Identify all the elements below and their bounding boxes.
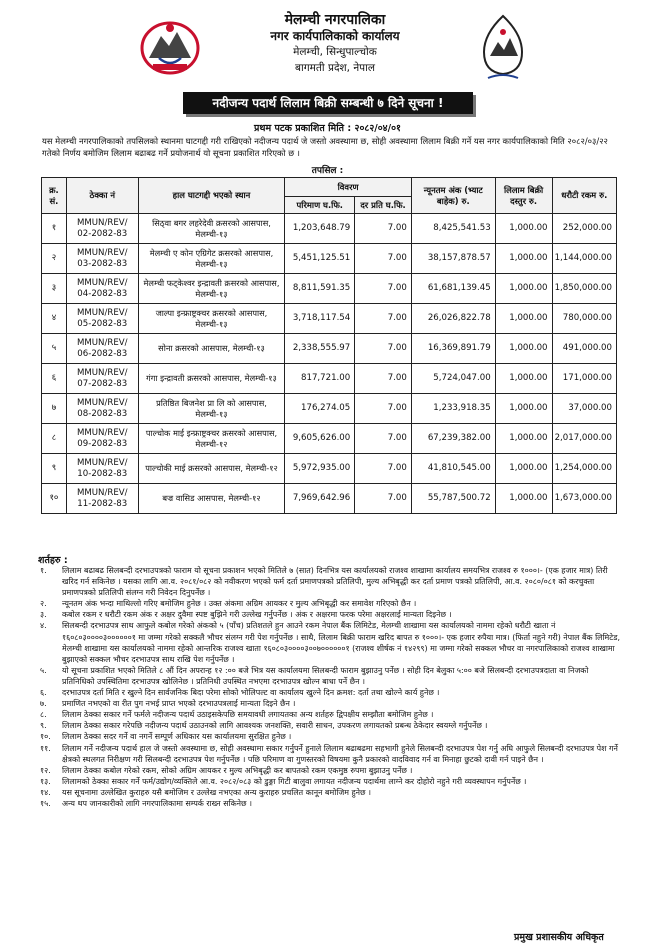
term-item <box>38 765 620 776</box>
col-sn: क्र. सं. <box>42 178 67 214</box>
term-item <box>38 709 620 720</box>
term-text: दरभाउपत्र दर्ता मिति र खुल्ने दिन सार्वजनिक बिदा परेमा सोको भोलिपल्ट वा कार्यालय खुल्ने दिन क्रमश: दर्ता तथा खोल्ने कार्य हुनेछ । <box>62 688 440 698</box>
cell-quantity: 3,718,117.54 <box>285 304 355 334</box>
cell-rate: 7.00 <box>355 244 412 274</box>
col-min-amount: न्यूनतम अंक (भ्याट बाहेक) रु. <box>411 178 495 214</box>
cell-min: 8,425,541.53 <box>411 214 495 244</box>
term-item <box>38 687 620 698</box>
term-text: अन्य थप जानकारीको लागि नगरपालिकामा सम्पर्क राख्न सकिनेछ । <box>62 798 253 808</box>
cell-contract: MMUN/REV/ 07-2082-83 <box>66 364 138 394</box>
term-text: कबोल रकम र धरौटी रकम अंक र अक्षर दुवैमा स्पष्ट बुझिने गरी उल्लेख गर्नुपर्नेछ । अंक र अक्षरमा फरक परेमा अक्षरलाई मान्यता दिइनेछ । <box>62 610 452 620</box>
cell-location: मेलम्ची फट्केश्वर इन्द्रावती क्रसरको आसपास, मेलम्ची-१३ <box>138 274 285 304</box>
cell-rate: 7.00 <box>355 304 412 334</box>
cell-sn: ९ <box>42 454 67 484</box>
cell-contract: MMUN/REV/ 06-2082-83 <box>66 334 138 364</box>
cell-rate: 7.00 <box>355 274 412 304</box>
municipality-name: मेलम्ची नगरपालिका <box>284 12 386 28</box>
term-number: ८. <box>40 710 47 720</box>
office-province: बागमती प्रदेश, नेपाल <box>295 62 375 74</box>
cell-sn: १ <box>42 214 67 244</box>
term-number: ७. <box>40 699 47 709</box>
cell-deposit: 252,000.00 <box>552 214 616 244</box>
cell-min: 5,724,047.00 <box>411 364 495 394</box>
term-number: ११. <box>40 743 51 753</box>
term-item <box>38 787 620 798</box>
term-text: सिलबन्दी दरभाउपत्र साथ आफुले कबोल गरेको अंकको ५ (पाँच) प्रतिशतले हुन आउने रकम नेपाल बैंक लिमिटेड, मेलम्ची शाखामा यस कार्यालयको नाममा रहेको धरौटी खाता नं १६०८०३००००३००००००१ मा जम्मा गरेको सक्कलै भौचर संलग्न गरी पेश गर्नुपर्नेछ । साथै, लिलाम बिक्री फाराम खरिद बापत रु १०००।- एक हजार रुपैया मात्र। (फिर्ता नहुने गरी) नेपाल बैंक लिमिटेड, मेलम्ची शाखामा यस कार्यालयको नाममा रहेको आन्तरिक राजश्व खाता १६०८०३००००३००७००००००१ (राजश्व शीर्षक नं १४२९९) मा जम्मा गरेको सक्कल भौचर वा नगरपालिकाको राजश्व शाखामा बुझाएको सक्कल भौचर दरभाउपत्र साथ राखि पेश गर्नुपर्नेछ । <box>62 621 620 664</box>
cell-sn: ८ <box>42 424 67 454</box>
cell-min: 1,233,918.35 <box>411 394 495 424</box>
cell-contract: MMUN/REV/ 04-2082-83 <box>66 274 138 304</box>
cell-rate: 7.00 <box>355 484 412 514</box>
letterhead <box>0 8 655 90</box>
notice-title-banner: नदीजन्य पदार्थ लिलाम बिक्री सम्बन्धी ७ दिने सूचना ! <box>183 92 473 114</box>
cell-min: 41,810,545.00 <box>411 454 495 484</box>
term-number: १. <box>40 566 47 575</box>
term-item <box>38 598 620 609</box>
term-item <box>38 743 620 765</box>
term-text: लिलामको ठेक्का सकार गर्ने फर्म/उद्योग/व्यक्तिले आ.व. २०८२/०८३ को डुङ्गा गिटी बालुवा लगायत नदीजन्य पदार्थमा लाग्ने कर दोहोरो नहुने गरी व्यवस्थापन गर्नुपर्नेछ । <box>62 776 527 786</box>
cell-deposit: 1,254,000.00 <box>552 454 616 484</box>
cell-fee: 1,000.00 <box>495 244 552 274</box>
cell-quantity: 817,721.00 <box>285 364 355 394</box>
cell-rate: 7.00 <box>355 424 412 454</box>
cell-fee: 1,000.00 <box>495 214 552 244</box>
table-label: तपसिल : <box>311 166 344 176</box>
table-row <box>42 334 617 364</box>
term-number: १२. <box>40 765 51 775</box>
signature-title: प्रमुख प्रशासकीय अधिकृत <box>514 932 604 943</box>
table-row <box>42 304 617 334</box>
cell-deposit: 1,144,000.00 <box>552 244 616 274</box>
term-number: १४. <box>40 787 51 797</box>
cell-deposit: 491,000.00 <box>552 334 616 364</box>
term-text: न्यूनतम अंक भन्दा माथिल्लो गरिए बमोजिम हुनेछ । उक्त अंकमा अग्रिम आयकर र मुल्य अभिबृद्धी कर समावेश गरिएको छैन । <box>62 599 417 609</box>
col-details: विवरण <box>285 178 412 197</box>
cell-rate: 7.00 <box>355 394 412 424</box>
cell-location: पाल्चोक माई इन्फ्राष्ट्रक्चर क्रसरको आसपास, मेलम्ची-१२ <box>138 424 285 454</box>
term-text: लिलाम बढाबढ सिलबन्दी दरभाउपत्रको फाराम यो सूचना प्रकाशन भएको मितिले ७ (सात) दिनभित्र यस कार्यालयको राजश्व शाखामा कार्यालय समयभित्र राजश्व रु १०००।- (एक हजार मात्र) तिरी खरिद गर्न सकिनेछ । यसका लागि आ.व. २०८१/०८२ को नवीकरण भएको फर्म दर्ता प्रमाणपत्रको प्रतिलिपी, मुल्य अभिबृद्धी कर दर्ता प्रमाण पत्रको प्रतिलिपी, आ.व. २०८०/०८१ को करचुक्ता प्रमाणपत्रको प्रतिलिपी संलग्न गरी निवेदन दिनुपर्नेछ । <box>62 566 608 598</box>
cell-min: 16,369,891.79 <box>411 334 495 364</box>
cell-rate: 7.00 <box>355 454 412 484</box>
term-text: लिलाम ठेक्का कबोल गरेको रकम, सोको अग्रिम आयकर र मुल्य अभिबृद्धी कर बापतको रकम एकमुष्ठ रुपमा बुझाउनु पर्नेछ । <box>62 765 413 775</box>
col-deposit: धरौटी रकम रु. <box>552 178 616 214</box>
term-text: लिलाम गर्ने नदीजन्य पदार्थ हाल जे जस्तो अवस्थामा छ, सोही अवस्थामा सकार गर्नुपर्ने हुनाले लिलाम बढाबढमा सहभागी हुनेले सिलबन्दी दरभाउपत्र पेश गर्नु अघि आफुले सिलबन्दी दरभाउपत्र पेश गर्ने क्षेत्रको स्थलगत निरीक्षण गरी सिलबन्दी दरभाउपत्र पेश गर्नुपर्नेछ । पछि परिमाण वा गुणस्तरको विषयमा कुनै प्रकारको वादविवाद गर्न वा मिनाहा छुटको दावी गर्न पाइने छैन । <box>62 743 618 764</box>
cell-contract: MMUN/REV/ 10-2082-83 <box>66 454 138 484</box>
cell-deposit: 780,000.00 <box>552 304 616 334</box>
cell-min: 26,026,822.78 <box>411 304 495 334</box>
cell-location: गंगा इन्द्रावती क्रसरको आसपास, मेलम्ची-१३ <box>138 364 285 394</box>
municipality-logo-icon <box>478 14 528 82</box>
term-number: १०. <box>40 732 51 742</box>
cell-sn: ५ <box>42 334 67 364</box>
cell-sn: ३ <box>42 274 67 304</box>
term-item <box>38 620 620 664</box>
term-text: प्रमाणित नभएको वा रीत पुग नभई प्राप्त भएको दरभाउपत्रलाई मान्यता दिइने छैन । <box>62 699 296 709</box>
cell-sn: ६ <box>42 364 67 394</box>
cell-location: सोना क्रसरको आसपास, मेलम्ची-१३ <box>138 334 285 364</box>
term-number: ४. <box>40 621 47 631</box>
cell-fee: 1,000.00 <box>495 454 552 484</box>
cell-rate: 7.00 <box>355 214 412 244</box>
letterhead-text <box>200 12 470 76</box>
cell-contract: MMUN/REV/ 02-2082-83 <box>66 214 138 244</box>
term-number: ६. <box>40 688 47 698</box>
cell-min: 55,787,500.72 <box>411 484 495 514</box>
cell-contract: MMUN/REV/ 08-2082-83 <box>66 394 138 424</box>
cell-contract: MMUN/REV/ 09-2082-83 <box>66 424 138 454</box>
cell-contract: MMUN/REV/ 05-2082-83 <box>66 304 138 334</box>
cell-contract: MMUN/REV/ 11-2082-83 <box>66 484 138 514</box>
cell-location: मेलम्ची ए कोन एग्रिगेट क्रसरको आसपास, मेलम्ची-१३ <box>138 244 285 274</box>
cell-fee: 1,000.00 <box>495 424 552 454</box>
cell-rate: 7.00 <box>355 364 412 394</box>
table-row <box>42 364 617 394</box>
term-number: ५. <box>40 665 47 675</box>
cell-location: बज्र वासिड आसपास, मेलम्ची-१२ <box>138 484 285 514</box>
col-location: हाल घाटगद्दी भएको स्थान <box>138 178 285 214</box>
cell-location: प्रतिष्ठित बिजनेश प्रा लि को आसपास, मेलम्ची-१३ <box>138 394 285 424</box>
office-address: मेलम्ची, सिन्धुपाल्चोक <box>293 46 377 58</box>
auction-table <box>41 177 617 514</box>
cell-sn: १० <box>42 484 67 514</box>
cell-quantity: 5,972,935.00 <box>285 454 355 484</box>
office-name: नगर कार्यपालिकाको कार्यालय <box>270 29 400 43</box>
cell-fee: 1,000.00 <box>495 274 552 304</box>
cell-quantity: 1,203,648.79 <box>285 214 355 244</box>
term-text: लिलाम ठेक्का सदर गर्ने वा नगर्ने सम्पूर्ण अधिकार यस कार्यालयमा सुरक्षित हुनेछ । <box>62 732 292 742</box>
cell-quantity: 7,969,642.96 <box>285 484 355 514</box>
terms-title: शर्तहरु : <box>38 555 68 566</box>
cell-quantity: 176,274.05 <box>285 394 355 424</box>
term-text: यस सूचनामा उल्लेखित कुराहरु यसै बमोजिम र उल्लेख नभएका अन्य कुराहरु प्रचलित कानून बमोजिम हुनेछ । <box>62 787 372 797</box>
term-text: लिलाम ठेक्का सकार गरेपछि नदीजन्य पदार्थ उठाउनको लागि आवश्यक जनशक्ति, सवारी साधन, उपकरण लगायतको प्रबन्ध ठेकेदार स्वयम्ले गर्नुपर्नेछ । <box>62 721 488 731</box>
cell-rate: 7.00 <box>355 334 412 364</box>
intro-paragraph: यस मेलम्ची नगरपालिकाको तपसिलको स्थानमा घाटगद्दी गरी राखिएको नदीजन्य पदार्थ जे जस्तो अवस्थामा छ, सोही अवस्थामा लिलाम बिक्री गर्ने यस नगर कार्यपालिकाको मिति २०८२/०३/२२ गतेको निर्णय बमोजिम लिलाम बढाबढ गर्ने प्रयोजनार्थ यो सूचना प्रकाशित गरिएको छ । <box>42 136 608 158</box>
cell-deposit: 1,673,000.00 <box>552 484 616 514</box>
term-item <box>38 565 620 598</box>
term-item <box>38 731 620 742</box>
cell-sn: ७ <box>42 394 67 424</box>
cell-deposit: 2,017,000.00 <box>552 424 616 454</box>
table-row <box>42 244 617 274</box>
col-rate: दर प्रति घ.फि. <box>355 197 412 214</box>
cell-fee: 1,000.00 <box>495 334 552 364</box>
cell-fee: 1,000.00 <box>495 304 552 334</box>
cell-sn: २ <box>42 244 67 274</box>
table-row <box>42 484 617 514</box>
term-text: यो सूचना प्रकाशित भएको मितिले ८ औं दिन अपरान्ह १२ :०० बजे भित्र यस कार्यालयमा सिलबन्दी फाराम बुझाउनु पर्नेछ । सोही दिन बेलुका ५:०० बजे सिलबन्दी दरभाउपत्रदाता वा निजको प्रतिनिधिको उपस्थितिमा दरभाउपत्र खोलिनेछ । प्रतिनिधी उपस्थित नभएमा दरभाउपत्र खोल्न बाधा पर्ने छैन । <box>62 665 589 686</box>
cell-min: 61,681,139.45 <box>411 274 495 304</box>
cell-sn: ४ <box>42 304 67 334</box>
term-number: १३. <box>40 776 51 786</box>
table-row <box>42 454 617 484</box>
term-item <box>38 665 620 687</box>
nepal-emblem-icon <box>139 18 201 76</box>
term-item <box>38 776 620 787</box>
table-row <box>42 274 617 304</box>
table-row <box>42 214 617 244</box>
term-item <box>38 698 620 709</box>
cell-fee: 1,000.00 <box>495 394 552 424</box>
cell-quantity: 9,605,626.00 <box>285 424 355 454</box>
term-item <box>38 720 620 731</box>
col-fee: लिलाम बिक्री दस्तुर रु. <box>495 178 552 214</box>
terms-list <box>38 565 620 809</box>
cell-fee: 1,000.00 <box>495 484 552 514</box>
term-item <box>38 798 620 809</box>
table-row <box>42 424 617 454</box>
cell-contract: MMUN/REV/ 03-2082-83 <box>66 244 138 274</box>
cell-location: सिठ्वा बगर लहरेदेवी क्रसरको आसपास, मेलम्ची-१३ <box>138 214 285 244</box>
cell-min: 38,157,878.57 <box>411 244 495 274</box>
term-number: १५. <box>40 798 51 808</box>
cell-quantity: 5,451,125.51 <box>285 244 355 274</box>
cell-fee: 1,000.00 <box>495 364 552 394</box>
cell-deposit: 1,850,000.00 <box>552 274 616 304</box>
col-quantity: परिमाण घ.फि. <box>285 197 355 214</box>
term-item <box>38 609 620 620</box>
cell-deposit: 171,000.00 <box>552 364 616 394</box>
term-number: ९. <box>40 721 47 731</box>
publish-date: प्रथम पटक प्रकाशित मिति : २०८२/०४/०१ <box>254 123 401 134</box>
term-number: ३. <box>40 610 47 620</box>
col-contract: ठेक्का नं <box>66 178 138 214</box>
cell-location: पाल्चोकी माई क्रसरको आसपास, मेलम्ची-१२ <box>138 454 285 484</box>
cell-deposit: 37,000.00 <box>552 394 616 424</box>
cell-min: 67,239,382.00 <box>411 424 495 454</box>
table-row <box>42 394 617 424</box>
cell-quantity: 2,338,555.97 <box>285 334 355 364</box>
term-number: २. <box>40 599 47 609</box>
cell-quantity: 8,811,591.35 <box>285 274 355 304</box>
term-text: लिलाम ठेक्का सकार गर्ने फर्मले नदीजन्य पदार्थ उठाइसकेपछि समयावधी लगायतका अन्य शर्तहरु द्विपक्षीय सम्झौता बमोजिम हुनेछ । <box>62 710 434 720</box>
cell-location: जाल्पा इन्फ्राष्ट्रक्चर क्रसरको आसपास, मेलम्ची-१३ <box>138 304 285 334</box>
